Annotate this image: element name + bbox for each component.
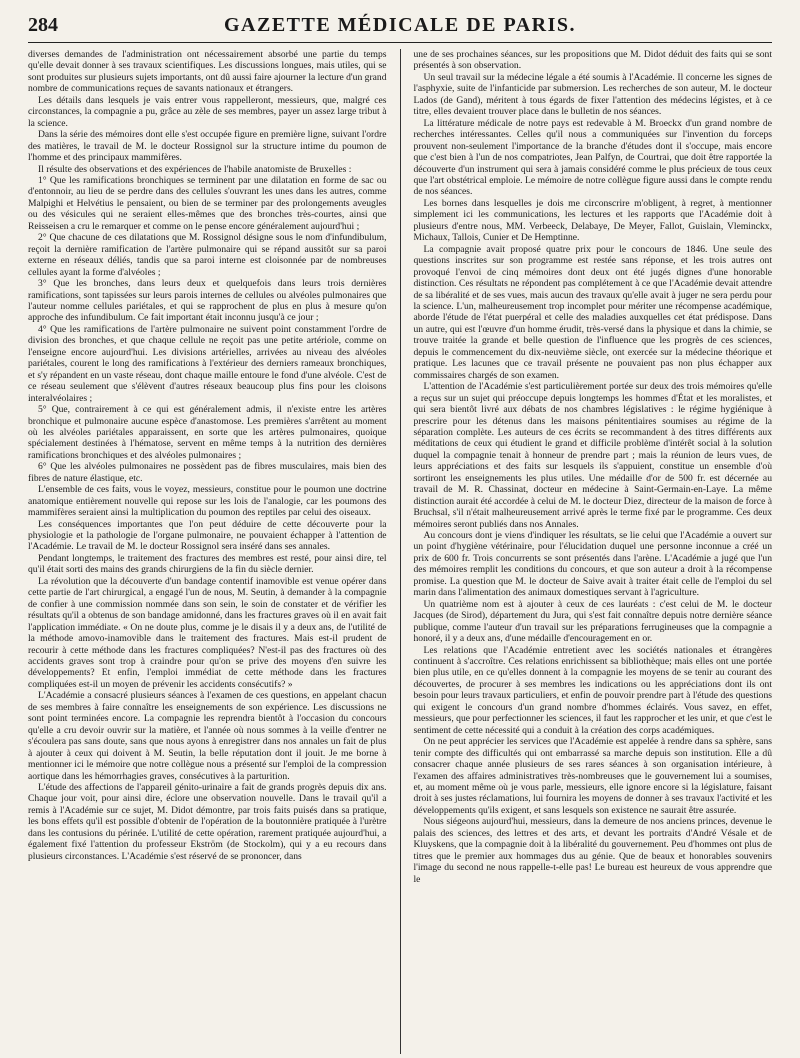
paragraph: 6° Que les alvéoles pulmonaires ne possèdent pas de fibres musculaires, mais bien des fibres de nature élastique, etc. [28,461,387,484]
paragraph: diverses demandes de l'administration ont nécessairement absorbé une partie du temps qu'elle devait donner à ses travaux scientifiques. Les discussions longues, mais utiles, qui se sont produites sur plusieurs sujets importants, ont dû aussi faire ajourner la lecture d'un grand nombre de communications reçues de savants nationaux et étrangers. [28,49,387,95]
paragraph: La littérature médicale de notre pays est redevable à M. Broeckx d'un grand nombre de recherches intéressantes. Celles qu'il nous a communiquées sur l'invention du forceps prouvent non-seulement l'importance de la branche d'études dont il s'occupe, mais encore que c'est bien à l'un de nos compatriotes, Jean Palfyn, de Courtrai, que doit être rapportée la découverte d'un instrument qui sera à jamais considéré comme le plus précieux de tous ceux que l'art obstétrical emploie. Le mémoire de notre collègue figure aussi dans le compte rendu de nos séances. [413,117,772,198]
page-number: 284 [28,14,58,36]
paragraph: Il résulte des observations et des expériences de l'habile anatomiste de Bruxelles : [38,163,352,175]
columns [28,49,772,1054]
paragraph: La révolution que la découverte d'un bandage contentif inamovible est venue opérer dans cette partie de l'art chirurgical, a engagé l'un de nous, M. Seutin, à demander à la compagnie de confier à une commission nommée dans son sein, le soin de constater et de vérifier les résultats qu'il a obtenus de son bandage amidonné, dans les fractures graves où il en avait fait l'application immédiate. « On ne doute plus, comme je le disais il y a deux ans, de l'utilité de la méthode amovo-inamovible dans le traitement des fractures. Mais est-il prudent de recourir à cette méthode dans les fractures compliquées? N'est-il pas des fractures où des accidents graves sont trop à craindre pour qu'on se prive des moyens d'en suivre les développements? Et enfin, l'emploi immédiat de cette méthode dans les fractures compliquées est-il un moyen de prévenir les accidents consécutifs? » [28,575,387,690]
paragraph: L'étude des affections de l'appareil génito-urinaire a fait de grands progrès depuis dix ans. Chaque jour voit, pour ainsi dire, éclore une observation nouvelle. Dans le travail qu'il a remis à l'Académie sur ce sujet, M. Didot démontre, par trois faits puisés dans sa pratique, les bons effets qu'il est possible d'obtenir de l'opération de la boutonnière pratiquée à l'urètre dans les contusions du périnée. L'utilité de cette opération, rarement pratiquée aujourd'hui, a également fixé l'attention du professeur Ekström (de Stockolm), qui y a eu recours dans plusieurs circonstances. L'Académie s'est réservé de se prononcer, dans [28,782,387,862]
paragraph: On ne peut apprécier les services que l'Académie est appelée à rendre dans sa sphère, sans tenir compte des difficultés qui ont embarrassé sa marche depuis son institution. Elle a dû consacrer chaque année plusieurs de ses rares séances à son organisation intérieure, à l'examen des affaires administratives très-nombreuses que le gouvernement lui a soumises, et, au moment même où je vous parle, messieurs, elle ignore encore si la législature, faisant droit à ses justes réclamations, lui fournira les moyens de donner à ses travaux l'activité et les développements qu'ils exigent, et sans lesquels son existence ne saurait être assurée. [413,736,772,816]
paragraph: La compagnie avait proposé quatre prix pour le concours de 1846. Une seule des questions inscrites sur son programme est restée sans réponse, et les trois autres ont provoqué l'envoi de cinq mémoires dont deux ont été jugés dignes d'une honorable distinction. Ces résultats ne répondent pas complétement à ce que l'Académie devait attendre de sa libéralité et de ses vues, mais aucun des travaux qu'elle avait à juger ne sera perdu pour la science. L'un, malheureusement trop incomplet pour mériter une récompense académique, aborde l'étude de l'état puerpéral et celle des maladies auxquelles cet état prédispose. Dans un autre, qui est l'œuvre d'un homme érudit, très-versé dans la physique et dans la chimie, se trouve traitée la grande et belle question de l'influence que les progrès de ces sciences, depuis le commencement du dix-neuvième siècle, ont exercée sur la médecine théorique et pratique. Les lacunes que ce travail présente ne pouvaient pas non plus échapper aux commissaires chargés de son examen. [413,243,772,381]
paragraph: 5° Que, contrairement à ce qui est généralement admis, il n'existe entre les artères bronchique et pulmonaire aucune espèce d'anastomose. Les premières s'arrêtent au moment où les alvéoles pariétales apparaissent, en sorte que les artères pulmonaires, quoique spécialement destinées à l'hématose, servent en même temps à la nutrition des dernières ramifications bronchiques et des alvéoles pulmonaires ; [28,404,387,461]
left-column [28,49,387,1054]
paragraph: Les relations que l'Académie entretient avec les sociétés nationales et étrangères continuent à s'accroître. Ces relations enrichissent sa bibliothèque; mais elles ont une portée bien plus utile, en ce qu'elles donnent à la compagnie les moyens de se tenir au courant des découvertes, de procurer à ses membres les indications ou les appréciations dont ils ont besoin pour leurs travaux particuliers, et enfin de pouvoir prendre part à l'étude des questions qui exigent le concours d'un grand nombre d'hommes éclairés. Vous savez, en effet, messieurs, que pour perfectionner les sciences, il faut les rapprocher et les unir, et que c'est le sentiment de cette nécessité qui a conduit à la création des corps académiques. [413,644,772,736]
masthead [28,12,772,43]
column-divider [400,49,401,1054]
publication-title: GAZETTE MÉDICALE DE PARIS. [223,14,577,36]
paragraph: L'Académie a consacré plusieurs séances à l'examen de ces questions, en appelant chacun de ses membres à faire connaître les enseignements de son expérience. Les discussions ne sont point terminées encore. La compagnie les reprendra bientôt à l'occasion du concours qu'elle a cru devoir ouvrir sur la matière, et l'année où nous sommes à la veille d'entrer ne s'écoulera pas sans doute, sans que nous ayons à enregistrer dans nos annales un fait de plus à ajouter à ceux qui doivent à M. Seutin, la belle réputation dont il jouit. Je me borne à mentionner ici le mémoire que notre collègue nous a présenté sur l'emploi de la compression aortique dans les hémorrhagies graves, consécutives à la parturition. [28,690,387,782]
paragraph: Les détails dans lesquels je vais entrer vous rappelleront, messieurs, que, malgré ces circonstances, la compagnie a pu, grâce au zèle de ses membres, payer un assez large tribut à la science. [28,94,387,129]
paragraph: L'attention de l'Académie s'est particulièrement portée sur deux des trois mémoires qu'elle a reçus sur un sujet qui préoccupe depuis longtemps les hommes d'État et les moralistes, et qui sera bientôt livré aux débats de nos chambres législatives : le régime hygiénique à prescrire pour les détenus dans les maisons pénitentiaires soumises au régime de la séparation complète. Les auteurs de ces écrits se recommandent à des titres différents aux méditations de ceux qui étudient le grand et difficile problème d'intérêt social à la solution duquel la compagnie tenait à honneur de prendre part ; mais la réunion de leurs vues, de leurs appréciations et des faits sur lesquels ils s'appuient, constitue un ensemble d'où sortiront les enseignements les plus utiles. Une médaille d'or de 500 fr. est décernée au travail de M. R. Chassinat, docteur en médecine à Saint-Germain-en-Laye. La même distinction aurait été accordée à celui de M. le docteur Diez, directeur de la maison de force à Bruchsal, s'il n'était malheureusement arrivé après le terme fixé par le programme. Ces deux mémoires seront publiés dans nos Annales. [413,381,772,530]
paragraph: 1° Que les ramifications bronchiques se terminent par une dilatation en forme de sac ou d'entonnoir, au lieu de se perdre dans des cellules s'ouvrant les unes dans les autres, comme Malpighi et Helvétius le pensaient, ou bien de se terminer par des prolongements aveugles ou des vésicules qui ne seraient elles-mêmes que des bronches très-courtes, ainsi que Reisseisen a cru le remarquer et comme on le pense encore généralement aujourd'hui ; [28,174,387,232]
paragraph: Un seul travail sur la médecine légale a été soumis à l'Académie. Il concerne les signes de l'asphyxie, suite de l'infanticide par submersion. Les recherches de son auteur, M. le docteur Lados (de Gand), méritent à tous égards de fixer l'attention des médecins légistes, et à ce titre, elles devaient trouver place dans le bulletin de nos séances. [413,71,772,118]
paragraph: Les conséquences importantes que l'on peut déduire de cette découverte pour la physiologie et la pathologie de l'organe pulmonaire, ne pouvaient échapper à l'attention de l'Académie. Le travail de M. le docteur Rossignol sera inséré dans ses annales. [28,518,387,553]
paragraph: Un quatrième nom est à ajouter à ceux de ces lauréats : c'est celui de M. le docteur Jacques (de Sirod), département du Jura, qui s'est fait connaître depuis notre dernière séance publique, comme l'auteur d'un travail sur les préparations ferrugineuses que la compagnie a honoré, il y a deux ans, d'une médaille d'encouragement en or. [413,598,772,645]
paragraph: une de ses prochaines séances, sur les propositions que M. Didot déduit des faits qui se sont présentés à son observation. [413,49,772,72]
paragraph: Les bornes dans lesquelles je dois me circonscrire m'obligent, à regret, à mentionner simplement ici les communications, les lectures et les rapports que l'Académie doit à plusieurs d'entre nous, MM. Verbeeck, Delabaye, De Meyer, Fallot, Guislain, Vleminckx, Michaux, Tallois, Cunier et De Hemptinne. [413,197,772,244]
paragraph: Pendant longtemps, le traitement des fractures des membres est resté, pour ainsi dire, tel qu'il était sorti des mains des grands chirurgiens de la fin du siècle dernier. [28,552,387,576]
paragraph: 3° Que les bronches, dans leurs deux et quelquefois dans leurs trois dernières ramifications, sont tapissées sur leurs parois internes de cellules ou alvéoles pulmonaires que l'auteur nomme cellules pariétales, et qui se rapprochent de plus en plus à mesure qu'on approche des infundibulum. Ce fait important était inconnu jusqu'à ce jour ; [28,278,387,324]
paragraph: 2° Que chacune de ces dilatations que M. Rossignol désigne sous le nom d'infundibulum, reçoit la dernière ramification de l'artère pulmonaire qui se répand aussitôt sur sa paroi externe en réseaux déliés, tandis que sa paroi interne est cloisonnée par de nombreuses cellules ayant la forme d'alvéoles ; [28,232,387,278]
paragraph: L'ensemble de ces faits, vous le voyez, messieurs, constitue pour le poumon une doctrine anatomique entièrement nouvelle qui repose sur les lois de l'analogie, car les poumons des mammifères seraient ainsi la multiplication du poumon des reptiles par celui des oiseaux. [28,484,387,519]
right-column [413,49,772,1054]
paragraph: 4° Que les ramifications de l'artère pulmonaire ne suivent point constamment l'ordre de division des bronches, et que chaque cellule ne reçoit pas une petite artériole, comme on l'enseigne encore aujourd'hui. Les divisions artérielles, arrivées au niveau des alvéoles pariétales, courent le long des ramifications à l'extérieur des derniers rameaux bronchiques, et s'y répandent en un vaste réseau, dont chaque maille entoure le fond d'une alvéole. C'est de ce réseau seulement que s'élèvent d'autres réseaux beaucoup plus fins pour les cloisons interalvéolaires ; [28,323,387,404]
paragraph: Dans la série des mémoires dont elle s'est occupée figure en première ligne, suivant l'ordre des matières, le travail de M. le docteur Rossignol sur la structure intime du poumon de l'homme et des principaux mammifères. [28,129,387,164]
paragraph: Nous siégeons aujourd'hui, messieurs, dans la demeure de nos anciens princes, devenue le palais des sciences, des lettres et des arts, et devant les portraits d'André Vésale et de Kluyskens, que la compagnie doit à la libéralité du gouvernement. Peu d'hommes ont plus de titres que le premier aux hommages dus au génie. Que de beaux et honorables souvenirs l'image du second ne nous rappelle-t-elle pas! Le bureau est heureux de vous apprendre que le [413,816,772,885]
paragraph: Au concours dont je viens d'indiquer les résultats, se lie celui que l'Académie a ouvert sur un point d'hygiène vétérinaire, pour l'élucidation duquel une personne inconnue a créé un prix de 600 fr. Trois concurrents se sont présentés dans l'arène. L'Académie a jugé que l'un des mémoires remplit les conditions du concours, et que son auteur a droit à la récompense promise. La question que M. le docteur de Saive avait à traiter était celle de l'emploi du sel marin dans l'alimentation des animaux domestiques servant à l'agriculture. [413,530,772,599]
